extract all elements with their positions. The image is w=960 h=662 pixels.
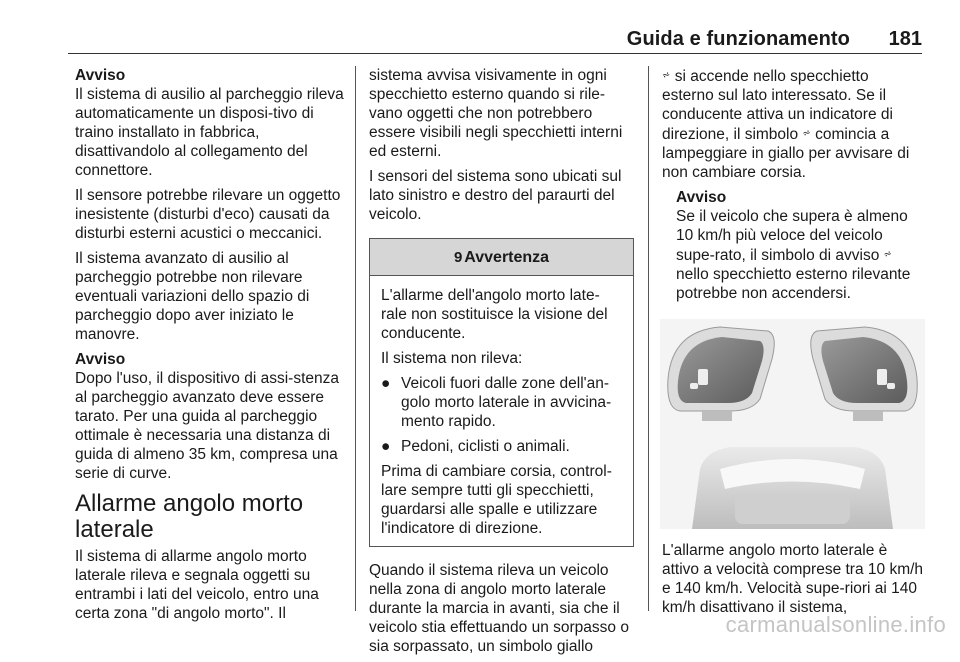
- warning-intro: L'allarme dell'angolo morto late-rale non sostituisce la visione del conducente.: [381, 287, 608, 342]
- list-item-text: Veicoli fuori dalle zone dell'an-golo morto laterale in avvicina-mento rapido.: [401, 375, 612, 430]
- section-title: Guida e funzionamento: [626, 28, 850, 50]
- note-title: Avviso: [75, 67, 126, 84]
- blind-spot-icon: ⩫: [662, 70, 671, 81]
- column-1: [75, 66, 347, 629]
- column-divider: [355, 66, 356, 611]
- paragraph: I sensori del sistema sono ubicati sul lato sinistro e destro del paraurti del veicolo.: [369, 168, 622, 223]
- note-text: Il sistema di ausilio al parcheggio rileva automaticamente un disposi-tivo di traino installato in fabbrica, disattivandolo al collegamento del connettore.: [75, 86, 344, 179]
- list-item: [381, 437, 625, 456]
- paragraph: [662, 66, 924, 182]
- warning-closing: Prima di cambiare corsia, control-lare sempre tutti gli specchietti, guardarsi alle spalle e utilizzare l'indicatore di direzione.: [381, 463, 612, 537]
- note-block: [662, 188, 924, 303]
- warning-header: [370, 239, 633, 276]
- warning-title: Avvertenza: [464, 248, 550, 266]
- paragraph: Il sistema avanzato di ausilio al parcheggio potrebbe non rilevare eventuali variazioni dello spazio di parcheggio dopo aver iniziato le manovre.: [75, 250, 310, 343]
- bullet-icon: ●: [381, 375, 391, 392]
- warning-box: [369, 238, 634, 547]
- note-title: Avviso: [75, 351, 126, 368]
- list-item-text: Pedoni, ciclisti o animali.: [401, 438, 570, 455]
- paragraph: Il sistema di allarme angolo morto laterale rileva e segnala oggetti su entrambi i lati del veicolo, entro una certa zona "di angolo morto". Il: [75, 548, 319, 622]
- section-heading: Allarme angolo morto laterale: [75, 490, 304, 543]
- list-item: [381, 374, 625, 431]
- paragraph: Il sensore potrebbe rilevare un oggetto inesistente (disturbi d'eco) causati da disturbi esterni acustici o meccanici.: [75, 187, 341, 242]
- note-title: Avviso: [676, 189, 727, 206]
- paragraph: L'allarme angolo morto laterale è attivo a velocità comprese tra 10 km/h e 140 km/h. Velocità supe-riori ai 140 km/h disattivano il sistema,: [662, 542, 924, 616]
- watermark: carmanualsonline.info: [725, 612, 946, 637]
- paragraph-text: comincia a lampeggiare in giallo per avvisare di non cambiare corsia.: [662, 126, 910, 181]
- warning-body: [370, 276, 633, 546]
- column-3: [662, 66, 924, 623]
- warning-subheading: Il sistema non rileva:: [381, 350, 523, 367]
- note-text-part: nello specchietto esterno rilevante potrebbe non accendersi.: [676, 266, 911, 302]
- bullet-icon: ●: [381, 438, 391, 455]
- warning-icon: 9: [453, 248, 463, 266]
- paragraph: Quando il sistema rileva un veicolo nella zona di angolo morto laterale durante la marcia in avanti, sia che il veicolo stia effettuando un sorpasso o sia sorpassato, un simbolo giallo: [369, 562, 629, 655]
- column-divider: [648, 66, 649, 611]
- column-2: [369, 66, 634, 662]
- paragraph-text: si accende nello specchietto esterno sul lato interessato. Se il conducente attiva un indicatore di direzione, il simbolo: [662, 68, 893, 143]
- blind-spot-icon: ⩫: [802, 128, 811, 139]
- paragraph: sistema avvisa visivamente in ogni specchietto esterno quando si rile-vano oggetti che non potrebbero essere visibili negli specchietti interni ed esterni.: [369, 67, 623, 160]
- note-text: [676, 207, 924, 303]
- note-text: Dopo l'uso, il dispositivo di assi-stenza al parcheggio avanzato deve essere tarato. Per una guida al parcheggio ottimale è necessaria una distanza di guida di almeno 35 km, compresa una serie di curve.: [75, 370, 339, 482]
- car-mirrors-illustration: [660, 319, 925, 529]
- page-number: 181: [888, 28, 922, 50]
- page-header: [0, 0, 960, 56]
- header-divider: [68, 53, 922, 54]
- blind-spot-icon: ⩫: [883, 249, 893, 260]
- note-text-part: Se il veicolo che supera è almeno 10 km/h più veloce del veicolo supe-rato, il simbolo di avviso: [676, 208, 908, 264]
